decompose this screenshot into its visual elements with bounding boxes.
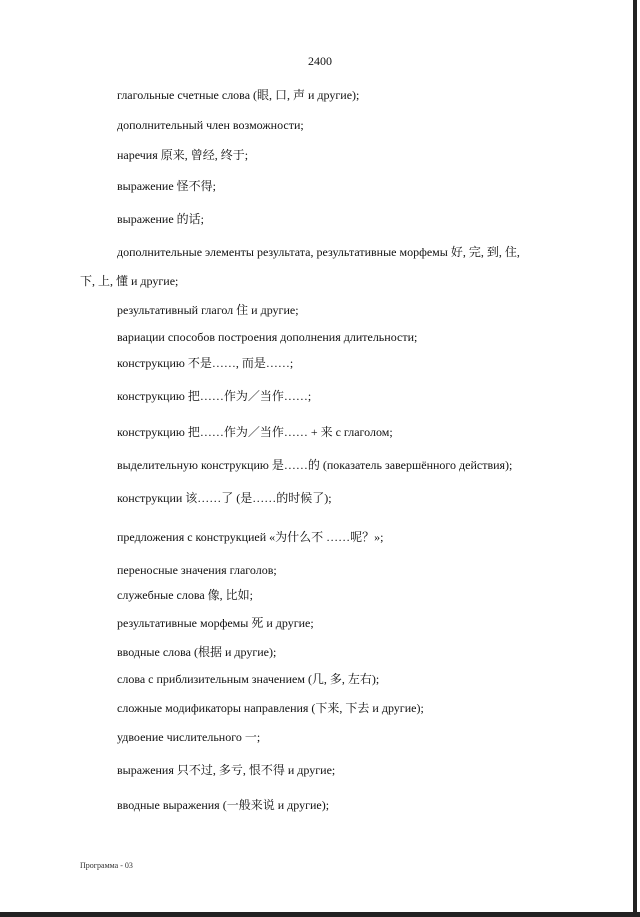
list-item: служебные слова 像, 比如; bbox=[117, 588, 254, 602]
list-item: предложения с конструкцией «为什么不 ……呢？»; bbox=[117, 530, 384, 544]
list-item: сложные модификаторы направления (下来, 下去 и другие); bbox=[117, 701, 424, 715]
list-item: конструкции 该……了 (是……的时候了); bbox=[117, 491, 332, 505]
list-item: наречия 原来, 曾经, 终于; bbox=[117, 148, 249, 162]
list-item: результативные морфемы 死 и другие; bbox=[117, 616, 314, 630]
list-item: удвоение числительного 一; bbox=[117, 730, 261, 744]
list-item: выделительную конструкцию 是……的 (показатель завершённого действия); bbox=[117, 458, 513, 472]
list-item: глагольные счетные слова (眼, 口, 声 и другие); bbox=[117, 88, 360, 102]
list-item: конструкцию 把……作为／当作…… + 来 с глаголом; bbox=[117, 425, 393, 439]
list-item: результативный глагол 住 и другие; bbox=[117, 303, 299, 317]
list-item: переносные значения глаголов; bbox=[117, 563, 277, 577]
list-item: дополнительный член возможности; bbox=[117, 118, 304, 132]
list-item: дополнительные элементы результата, результативные морфемы 好, 完, 到, 住, bbox=[117, 245, 520, 259]
list-item: конструкцию 把……作为／当作……; bbox=[117, 389, 312, 403]
footer-label: Программа - 03 bbox=[80, 861, 133, 870]
list-item: вводные выражения (一般来说 и другие); bbox=[117, 798, 330, 812]
list-item: конструкцию 不是……, 而是……; bbox=[117, 356, 294, 370]
list-item: выражение 的话; bbox=[117, 212, 205, 226]
page-number: 2400 bbox=[308, 54, 332, 68]
list-item: выражения 只不过, 多亏, 恨不得 и другие; bbox=[117, 763, 336, 777]
list-item: слова с приблизительным значением (几, 多, 左右); bbox=[117, 672, 380, 686]
list-item: вводные слова (根据 и другие); bbox=[117, 645, 277, 659]
list-item-continuation: 下, 上, 懂 и другие; bbox=[80, 274, 179, 288]
list-item: выражение 怪不得; bbox=[117, 179, 217, 193]
page-edge-right bbox=[633, 0, 637, 917]
page-edge-bottom bbox=[0, 912, 640, 917]
list-item: вариации способов построения дополнения длительности; bbox=[117, 330, 418, 344]
